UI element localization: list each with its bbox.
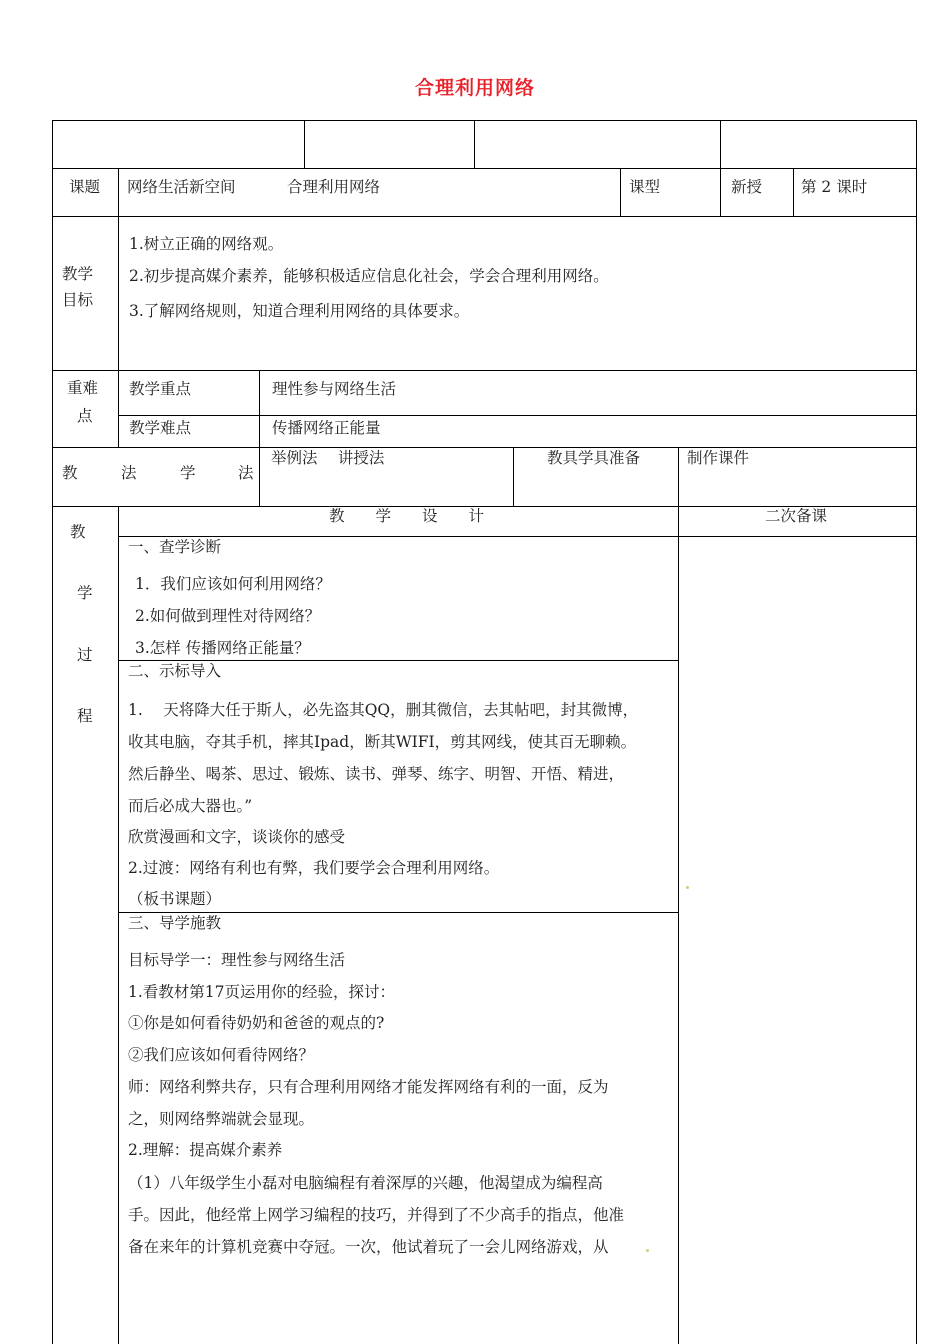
difficulty-value: 传播网络正能量: [272, 419, 381, 437]
process-label: 程: [77, 707, 93, 725]
focus-label: 教学重点: [129, 380, 192, 398]
speck: [646, 1249, 649, 1252]
paragraph-line: 之，则网络弊端就会显现。: [128, 1110, 315, 1128]
paragraph-line: ①你是如何看待奶奶和爸爸的观点的?: [128, 1014, 385, 1032]
table-col: [513, 447, 514, 506]
tools-label: 教具学具准备: [547, 449, 641, 467]
table-border-top: [52, 120, 916, 121]
goal-item: 2.初步提高媒介素养，能够积极适应信息化社会，学会合理利用网络。: [129, 267, 609, 285]
table-col: [118, 506, 119, 1344]
process-label: 学: [77, 584, 93, 602]
table-rule: [118, 536, 916, 537]
goals-label: 目标: [62, 291, 94, 309]
table-col: [474, 120, 475, 168]
topic-sub: 合理利用网络: [287, 178, 381, 196]
methods-label: 法: [121, 464, 137, 482]
section-title: 三、导学施教: [128, 914, 222, 932]
table-rule: [52, 447, 916, 448]
paragraph-line: 师：网络利弊共存，只有合理利用网络才能发挥网络有利的一面，反为: [128, 1078, 609, 1096]
section-title: 一、查学诊断: [128, 538, 222, 556]
tools-value: 制作课件: [687, 449, 750, 467]
topic-value: 网络生活新空间: [127, 178, 236, 196]
design-header: 教 学 设 计: [329, 507, 485, 525]
list-item: 3.怎样 传播网络正能量？: [135, 639, 310, 657]
paragraph-line: 然后静坐、喝茶、思过、锻炼、读书、弹琴、练字、明智、开悟、精进，: [128, 765, 625, 783]
paragraph-line: （板书课题）: [128, 890, 222, 908]
document-title: 合理利用网络: [414, 77, 535, 99]
focus-value: 理性参与网络生活: [272, 380, 397, 398]
key-label: 点: [77, 407, 93, 425]
list-item: 1．我们应该如何利用网络？: [135, 575, 331, 593]
type-value: 新授: [731, 178, 763, 196]
paragraph-line: 备在来年的计算机竞赛中夺冠。一次，他试着玩了一会儿网络游戏，从: [128, 1238, 609, 1256]
paragraph-line: ②我们应该如何看待网络？: [128, 1046, 315, 1064]
table-col: [678, 447, 679, 1344]
methods-label: 学: [180, 464, 196, 482]
methods-label: 教: [62, 464, 78, 482]
goal-item: 1.树立正确的网络观。: [129, 235, 284, 253]
speck: [686, 886, 689, 889]
table-col: [793, 168, 794, 216]
paragraph-line: 2.过渡：网络有利也有弊，我们要学会合理利用网络。: [128, 859, 500, 877]
paragraph-line: 欣赏漫画和文字，谈谈你的感受: [128, 828, 346, 846]
second-prep-header: 二次备课: [765, 507, 828, 525]
methods-label: 法: [238, 464, 254, 482]
topic-label: 课题: [69, 178, 101, 196]
paragraph-line: 目标导学一：理性参与网络生活: [128, 951, 346, 969]
table-rule: [52, 216, 916, 217]
key-label: 重难: [67, 379, 99, 397]
process-label: 教: [70, 523, 86, 541]
table-col: [620, 168, 621, 216]
table-rule: [52, 168, 916, 169]
table-rule: [52, 370, 916, 371]
table-border-left: [52, 120, 53, 1344]
paragraph-line: （1）八年级学生小磊对电脑编程有着深厚的兴趣，他渴望成为编程高: [128, 1174, 603, 1192]
process-label: 过: [77, 646, 93, 664]
period-value: 第 2 课时: [801, 178, 868, 196]
table-col: [259, 370, 260, 506]
list-item: 2.如何做到理性对待网络？: [135, 607, 321, 625]
paragraph-line: 1. 天将降大任于斯人，必先盗其QQ，删其微信，去其帖吧，封其微博，: [128, 701, 639, 719]
type-label: 课型: [629, 178, 661, 196]
table-rule: [118, 415, 916, 416]
table-border-right: [916, 120, 917, 1344]
paragraph-line: 收其电脑，夺其手机，摔其Ipad，断其WIFI，剪其网线，使其百无聊赖。: [128, 733, 637, 751]
table-col: [118, 168, 119, 448]
section-title: 二、示标导入: [128, 662, 222, 680]
paragraph-line: 而后必成大器也。”: [128, 797, 253, 815]
methods-value: 举例法 讲授法: [271, 449, 385, 467]
paragraph-line: 手。因此，他经常上网学习编程的技巧，并得到了不少高手的指点，他准: [128, 1206, 625, 1224]
paragraph-line: 1.看教材第17页运用你的经验，探讨：: [128, 983, 396, 1001]
goals-label: 教学: [62, 265, 94, 283]
table-col: [304, 120, 305, 168]
goal-item: 3.了解网络规则，知道合理利用网络的具体要求。: [129, 302, 470, 320]
table-col: [720, 120, 721, 216]
difficulty-label: 教学难点: [129, 419, 192, 437]
paragraph-line: 2.理解：提高媒介素养: [128, 1141, 283, 1159]
